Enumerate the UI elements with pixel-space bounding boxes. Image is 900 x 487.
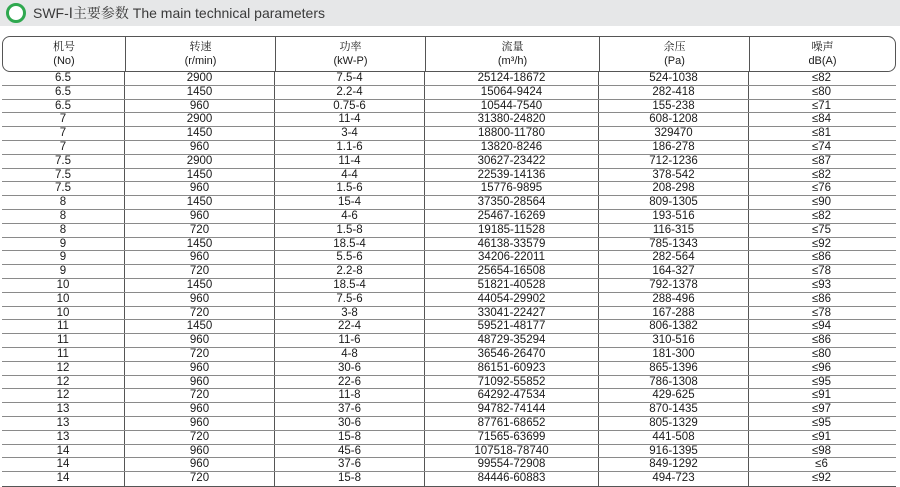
cell-noise: ≤81 [811,127,832,140]
cell-speed: 2900 [125,155,275,168]
cell-noise: ≤74 [811,140,832,153]
cell-speed: 1450 [125,127,275,140]
cell-flow: 33041-22427 [425,307,599,320]
cell-power: 3-4 [275,127,425,140]
cell-flow: 99554-72908 [425,458,599,471]
cell-speed: 720 [125,389,275,402]
table-row [2,265,896,279]
cell-no: 7.5 [2,182,125,195]
cell-noise: ≤84 [811,113,832,126]
cell-pressure: 164-327 [599,265,749,278]
cell-speed: 720 [125,307,275,320]
table-row [2,224,896,238]
cell-no: 9 [2,251,125,264]
cell-speed: 2900 [125,113,275,126]
cell-noise: ≤82 [811,72,832,84]
cell-noise: ≤86 [811,334,832,347]
cell-pressure: 208-298 [599,182,749,195]
header-cell-pressure [600,37,750,71]
table-row [2,113,896,127]
cell-speed: 1450 [125,169,275,182]
cell-speed: 720 [125,472,275,486]
cell-no: 14 [2,472,125,486]
cell-noise: ≤86 [811,292,832,305]
cell-noise: ≤90 [811,196,832,209]
cell-no: 9 [2,238,125,251]
cell-noise: ≤95 [811,416,832,429]
cell-pressure: 193-516 [599,210,749,223]
table-header [2,36,896,72]
table-row [2,376,896,390]
cell-power: 18.5-4 [275,238,425,251]
header-unit: (No) [53,55,75,67]
cell-speed: 960 [125,141,275,154]
cell-speed: 960 [125,403,275,416]
cell-flow: 51821-40528 [425,279,599,292]
cell-flow: 25654-16508 [425,265,599,278]
table-row [2,307,896,321]
cell-power: 1.5-8 [275,224,425,237]
cell-pressure: 329470 [599,127,749,140]
cell-pressure: 282-564 [599,251,749,264]
header-label: 余压 [663,41,686,53]
cell-flow: 94782-74144 [425,403,599,416]
cell-no: 6.5 [2,86,125,99]
cell-flow: 30627-23422 [425,155,599,168]
cell-no: 14 [2,445,125,458]
cell-power: 22-4 [275,320,425,333]
cell-noise: ≤91 [811,430,832,443]
cell-noise: ≤6 [815,458,828,471]
cell-no: 8 [2,224,125,237]
cell-power: 11-4 [275,113,425,126]
cell-pressure: 282-418 [599,86,749,99]
cell-flow: 107518-78740 [425,445,599,458]
cell-speed: 1450 [125,279,275,292]
cell-power: 1.1-6 [275,141,425,154]
table-row [2,141,896,155]
header-label: 功率 [339,41,362,53]
cell-flow: 19185-11528 [425,224,599,237]
cell-power: 37-6 [275,458,425,471]
cell-pressure: 186-278 [599,141,749,154]
header-label: 流量 [501,41,524,53]
cell-power: 11-8 [275,389,425,402]
cell-pressure: 805-1329 [599,417,749,430]
cell-speed: 960 [125,251,275,264]
table-row [2,251,896,265]
cell-flow: 13820-8246 [425,141,599,154]
cell-noise: ≤92 [811,237,832,250]
cell-speed: 960 [125,100,275,113]
cell-no: 14 [2,458,125,471]
cell-flow: 25124-18672 [425,72,599,85]
cell-pressure: 288-496 [599,293,749,306]
cell-noise: ≤80 [811,85,832,98]
cell-pressure: 792-1378 [599,279,749,292]
cell-noise: ≤78 [811,265,832,278]
header-unit: (m³/h) [497,55,528,67]
title-bar [0,0,900,26]
cell-speed: 720 [125,348,275,361]
cell-pressure: 809-1305 [599,196,749,209]
cell-power: 0.75-6 [275,100,425,113]
cell-pressure: 849-1292 [599,458,749,471]
cell-no: 11 [2,334,125,347]
cell-pressure: 806-1382 [599,320,749,333]
header-cell-speed [126,37,276,71]
cell-pressure: 786-1308 [599,376,749,389]
cell-no: 10 [2,307,125,320]
cell-no: 7 [2,113,125,126]
table-row [2,86,896,100]
cell-power: 1.5-6 [275,182,425,195]
cell-pressure: 181-300 [599,348,749,361]
cell-speed: 960 [125,445,275,458]
cell-no: 13 [2,403,125,416]
cell-pressure: 441-508 [599,431,749,444]
cell-speed: 960 [125,334,275,347]
cell-speed: 1450 [125,320,275,333]
header-label: 机号 [53,41,75,53]
cell-power: 4-6 [275,210,425,223]
table-row [2,196,896,210]
header-unit: (r/min) [184,55,217,67]
cell-flow: 64292-47534 [425,389,599,402]
cell-power: 18.5-4 [275,279,425,292]
cell-power: 11-6 [275,334,425,347]
cell-power: 4-8 [275,348,425,361]
cell-noise: ≤96 [811,361,832,374]
table-row [2,210,896,224]
cell-noise: ≤91 [811,389,832,402]
cell-pressure: 916-1395 [599,445,749,458]
cell-flow: 71092-55852 [425,376,599,389]
cell-noise: ≤71 [811,99,832,112]
cell-pressure: 870-1435 [599,403,749,416]
cell-pressure: 116-315 [599,224,749,237]
table-row [2,458,896,472]
cell-flow: 59521-48177 [425,320,599,333]
cell-no: 8 [2,210,125,223]
cell-speed: 720 [125,265,275,278]
cell-pressure: 310-516 [599,334,749,347]
cell-no: 13 [2,417,125,430]
cell-flow: 48729-35294 [425,334,599,347]
cell-flow: 71565-63699 [425,431,599,444]
header-cell-noise [750,37,895,71]
cell-flow: 44054-29902 [425,293,599,306]
cell-power: 2.2-4 [275,86,425,99]
cell-noise: ≤78 [811,306,832,319]
table-row [2,389,896,403]
cell-no: 7 [2,127,125,140]
cell-speed: 720 [125,431,275,444]
cell-no: 10 [2,293,125,306]
cell-no: 7.5 [2,155,125,168]
table-row [2,279,896,293]
cell-power: 7.5-6 [275,293,425,306]
table-row [2,320,896,334]
cell-power: 22-6 [275,376,425,389]
cell-speed: 960 [125,210,275,223]
cell-noise: ≤75 [811,223,832,236]
cell-flow: 87761-68652 [425,417,599,430]
cell-no: 7 [2,141,125,154]
cell-no: 12 [2,389,125,402]
cell-flow: 36546-26470 [425,348,599,361]
cell-power: 30-6 [275,417,425,430]
cell-noise: ≤80 [811,347,832,360]
cell-power: 4-4 [275,169,425,182]
table-row [2,334,896,348]
cell-flow: 22539-14136 [425,169,599,182]
cell-speed: 2900 [125,72,275,85]
cell-no: 11 [2,348,125,361]
cell-noise: ≤82 [811,209,832,222]
cell-power: 2.2-8 [275,265,425,278]
page-title: SWF-Ⅰ主要参数 The main technical parameters [33,5,325,21]
cell-pressure: 494-723 [599,472,749,486]
table-row [2,293,896,307]
cell-flow: 34206-22011 [425,251,599,264]
cell-power: 37-6 [275,403,425,416]
header-label: 转速 [189,41,212,53]
cell-no: 13 [2,431,125,444]
table-row [2,472,896,486]
cell-noise: ≤97 [811,403,832,416]
cell-speed: 960 [125,293,275,306]
cell-flow: 25467-16269 [425,210,599,223]
cell-flow: 46138-33579 [425,238,599,251]
cell-power: 3-8 [275,307,425,320]
cell-flow: 86151-60923 [425,362,599,375]
table-row [2,127,896,141]
cell-flow: 18800-11780 [425,127,599,140]
cell-pressure: 865-1396 [599,362,749,375]
table-row [2,348,896,362]
table-row [2,445,896,459]
cell-pressure: 712-1236 [599,155,749,168]
cell-speed: 720 [125,224,275,237]
cell-flow: 15064-9424 [425,86,599,99]
cell-noise: ≤86 [811,251,832,264]
cell-noise: ≤82 [811,168,832,181]
table-row [2,100,896,114]
cell-pressure: 155-238 [599,100,749,113]
cell-speed: 960 [125,458,275,471]
cell-pressure: 378-542 [599,169,749,182]
cell-noise: ≤95 [811,375,832,388]
cell-speed: 960 [125,376,275,389]
cell-power: 45-6 [275,445,425,458]
table-row [2,417,896,431]
cell-no: 10 [2,279,125,292]
table-body [2,72,896,487]
cell-noise: ≤76 [811,182,832,195]
cell-noise: ≤93 [811,278,832,291]
cell-no: 6.5 [2,100,125,113]
cell-noise: ≤98 [811,444,832,457]
table-row [2,403,896,417]
cell-no: 12 [2,376,125,389]
cell-pressure: 608-1208 [599,113,749,126]
cell-speed: 960 [125,182,275,195]
cell-noise: ≤94 [811,320,832,333]
cell-power: 7.5-4 [275,72,425,85]
header-cell-flow [426,37,600,71]
table-row [2,182,896,196]
header-cell-no [3,37,126,71]
cell-no: 6.5 [2,72,125,85]
header-unit: (Pa) [664,55,685,67]
cell-power: 5.5-6 [275,251,425,264]
cell-power: 15-4 [275,196,425,209]
cell-speed: 1450 [125,238,275,251]
cell-speed: 1450 [125,196,275,209]
cell-pressure: 785-1343 [599,238,749,251]
cell-speed: 1450 [125,86,275,99]
table-row [2,431,896,445]
header-unit: dB(A) [808,55,837,67]
header-unit: (kW-P) [333,55,368,67]
header-cell-power [276,37,426,71]
cell-flow: 15776-9895 [425,182,599,195]
cell-power: 11-4 [275,155,425,168]
cell-flow: 31380-24820 [425,113,599,126]
cell-no: 9 [2,265,125,278]
cell-flow: 10544-7540 [425,100,599,113]
cell-pressure: 167-288 [599,307,749,320]
cell-noise: ≤87 [811,154,832,167]
cell-power: 30-6 [275,362,425,375]
cell-speed: 960 [125,417,275,430]
cell-no: 7.5 [2,169,125,182]
cell-speed: 960 [125,362,275,375]
circle-icon [6,3,26,23]
cell-power: 15-8 [275,472,425,486]
cell-noise: ≤92 [811,472,832,485]
table-row [2,238,896,252]
header-label: 噪声 [811,41,834,53]
cell-power: 15-8 [275,431,425,444]
cell-flow: 37350-28564 [425,196,599,209]
cell-pressure: 524-1038 [599,72,749,85]
table-row [2,155,896,169]
cell-flow: 84446-60883 [425,472,599,486]
table-row [2,72,896,86]
table-row [2,169,896,183]
cell-pressure: 429-625 [599,389,749,402]
table-row [2,362,896,376]
cell-no: 11 [2,320,125,333]
cell-no: 8 [2,196,125,209]
cell-no: 12 [2,362,125,375]
